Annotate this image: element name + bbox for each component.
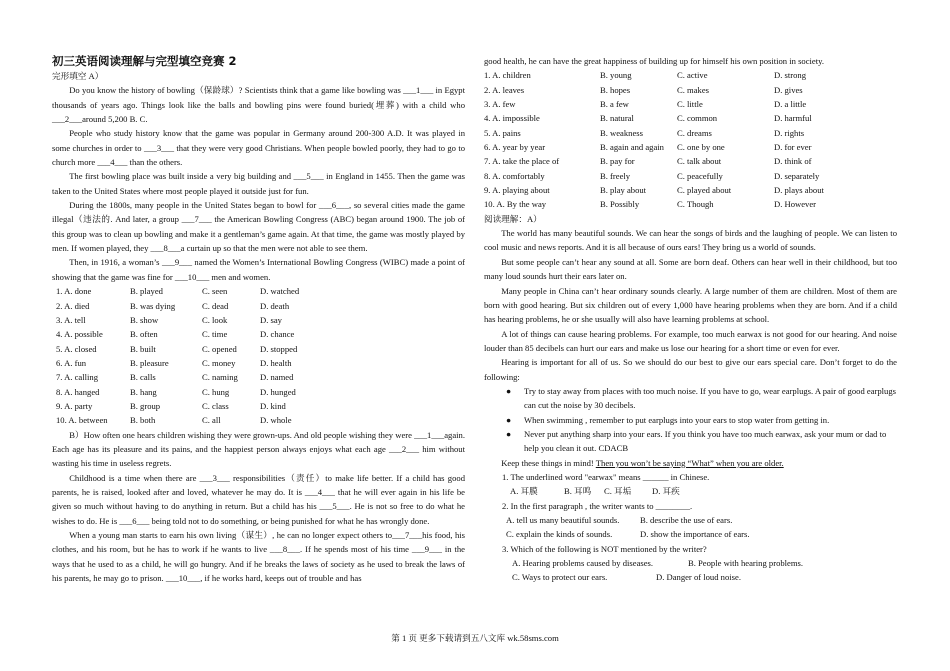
option-choice: D. watched — [260, 286, 300, 297]
option-choice: 1. A. done — [56, 286, 92, 297]
option-choice: 9. A. playing about — [484, 185, 550, 196]
passage-a-paragraph: People who study history know that the game was popular in Germany around 200-300 A.D. It was played in some churches in order to ___3___ that they were very good Christians. When people bowled poorly, they had to go to church more ___4___ than the others. — [52, 128, 465, 168]
option-choice: B. hopes — [600, 84, 631, 95]
bullet-item: ● Never put anything sharp into your ears. If you think you have too much earwax, ask your mum or dad to help you clean it out. CDACB — [506, 428, 887, 454]
option-choice: 4. A. impossible — [484, 113, 540, 124]
option-choice: 6. A. year by year — [484, 142, 546, 153]
option-choice: D. chance — [260, 329, 295, 340]
option-row-b — [484, 169, 897, 183]
option-choice: D. plays about — [774, 185, 824, 196]
options-a-list — [52, 284, 465, 427]
option-choice: C. seen — [202, 286, 228, 297]
option-choice: C. dead — [202, 300, 229, 311]
keep-these-line: Keep these things in mind! Then you won’t be saying “What” when you are older. — [501, 457, 784, 468]
option-choice: C. Though — [677, 199, 714, 210]
option-choice: B. again and again — [600, 142, 664, 153]
option-choice: 4. A. possible — [56, 329, 103, 340]
option-choice: 10. A. between — [56, 415, 108, 426]
question-1-options: A. 耳膜 B. 耳鸣 C. 耳垢 D. 耳疾 — [510, 486, 680, 497]
option-choice: D. separately — [774, 170, 820, 181]
option-choice: B. hang — [130, 386, 157, 397]
option-row-b — [484, 68, 897, 82]
option-row-a — [52, 356, 465, 370]
option-choice: D. kind — [260, 400, 286, 411]
option-choice: B. calls — [130, 372, 156, 383]
option-choice: D. harmful — [774, 113, 812, 124]
option-choice: B. young — [600, 70, 632, 81]
option-choice: B. Possibly — [600, 199, 640, 210]
option-choice: 6. A. fun — [56, 357, 87, 368]
option-row-a — [52, 284, 465, 298]
option-choice: 3. A. tell — [56, 314, 86, 325]
left-column — [52, 54, 465, 585]
option-choice: D. named — [260, 372, 294, 383]
option-row-a — [52, 313, 465, 327]
option-row-a — [52, 385, 465, 399]
option-row-a — [52, 413, 465, 427]
option-choice: B. built — [130, 343, 156, 354]
passage-b-paragraph: Childhood is a time when there are ___3___ responsibilities（责任）to make life better. If a child has good parents, he is raised, looked after and loved, whatever he may do. It is ___4___ that he will ever again in his life be given so much without having to do anything in return. But a child has his ___5___. He is not so free to do what he wishes to do. He is ___6___ being told not to do something, or being punished for what he has wrongly done. — [52, 472, 465, 526]
bullet-icon: ● — [506, 428, 512, 439]
option-choice: D. for ever — [774, 142, 812, 153]
option-choice: B. pleasure — [130, 357, 169, 368]
question-3-options: C. Ways to protect our ears. D. Danger of loud noise. — [512, 572, 741, 583]
option-choice: 5. A. closed — [56, 343, 97, 354]
option-choice: C. active — [677, 70, 708, 81]
section-reading-heading: 阅读理解：A） — [484, 213, 542, 224]
option-choice: D. health — [260, 357, 292, 368]
question-1: 1. The underlined word "earwax" means ______ in Chinese. — [502, 471, 710, 482]
option-choice: D. gives — [774, 84, 803, 95]
reading-paragraph: A lot of things can cause hearing problems. For example, too much earwax is not good for our hearing. And noise louder than 85 decibels can hurt our ears and make us lose our hearing for a short time or even for ever. — [484, 328, 897, 353]
document-title: 初三英语阅读理解与完型填空竞赛 2 — [52, 54, 237, 68]
option-choice: B. play about — [600, 185, 647, 196]
option-choice: 8. A. hanged — [56, 386, 100, 397]
option-choice: 7. A. take the place of — [484, 156, 560, 167]
option-choice: 10. A. By the way — [484, 199, 547, 210]
option-row-a — [52, 399, 465, 413]
passage-a-paragraph: Then, in 1916, a woman’s ___9___ named the Women’s International Bowling Congress (WIBC) made a point of showing that the game was fine for ___10___ men and women. — [52, 257, 465, 282]
option-choice: B. played — [130, 286, 163, 297]
option-choice: B. pay for — [600, 156, 635, 167]
option-row-b — [484, 183, 897, 197]
option-choice: C. time — [202, 329, 228, 340]
passage-a-paragraph: During the 1800s, many people in the United States began to bowl for ___6___, so several cities made the game illegal（违法的. And later, a group ___7___ the American Bowling Congress (ABC) began around 1900. The job of this group was to clean up bowling and make it a gentleman’s game again. At that time, the game was mostly played by men. If women played, they ___8___a curtain up so that the men were not able to see them. — [52, 200, 465, 254]
question-2-options: A. tell us many beautiful sounds. B. describe the use of ears. — [506, 515, 733, 525]
bullet-icon: ● — [506, 414, 512, 425]
question-2: 2. In the first paragraph , the writer wants to ________. — [502, 500, 693, 511]
option-row-b — [484, 111, 897, 125]
bullet-icon: ● — [506, 385, 512, 396]
option-choice: 2. A. died — [56, 300, 90, 311]
option-choice: C. common — [677, 113, 718, 124]
option-choice: D. whole — [260, 415, 292, 426]
option-choice: C. naming — [202, 372, 238, 383]
option-choice: D. a little — [774, 99, 807, 110]
question-2-options: C. explain the kinds of sounds. D. show the importance of ears. — [506, 529, 750, 540]
right-column — [484, 54, 897, 585]
option-choice: 2. A. leaves — [484, 84, 525, 95]
reading-paragraph: Hearing is important for all of us. So we should do our best to give our ears special care. Don’t forget to do the following: — [484, 357, 897, 382]
reading-paragraph: Many people in China can’t hear ordinary sounds clearly. A large number of them are children. Most of them are born with good hearing. But six children out of every 1,000 have hearing problems when they are born. And if a child has hearing problems, he or she usually will also have learning problems at school. — [484, 285, 897, 325]
section-cloze-heading: 完形填空 A） — [52, 71, 104, 81]
option-choice: B. freely — [600, 170, 631, 181]
passage-b-paragraph: B）How often one hears children wishing they were grown-ups. And old people wishing they were ___1___again. Each age has its pleasure and its pains, and the happiest person always enjoys what each age ___2___ him without wasting his time in useless regrets. — [52, 429, 465, 469]
reading-paragraph: The world has many beautiful sounds. We can hear the songs of birds and the laughing of people. We can listen to cool music and news reports. And it is all because of ours ears! They bring us a world of sounds. — [484, 228, 897, 253]
option-choice: D. think of — [774, 156, 812, 167]
option-row-a — [52, 327, 465, 341]
option-row-b — [484, 197, 897, 211]
option-choice: C. hung — [202, 386, 230, 397]
option-choice: C. peacefully — [677, 170, 723, 181]
option-choice: C. makes — [677, 84, 709, 95]
option-choice: C. dreams — [677, 127, 712, 138]
option-row-b — [484, 126, 897, 140]
option-choice: C. opened — [202, 343, 237, 354]
reading-paragraph: But some people can’t hear any sound at all. Some are born deaf. Others can hear well in their childhood, but too many loud sounds hurt their ears later on. — [484, 256, 897, 282]
option-row-a — [52, 342, 465, 356]
option-row-b — [484, 140, 897, 154]
question-3: 3. Which of the following is NOT mentioned by the writer? — [502, 543, 707, 554]
option-choice: B. weakness — [600, 127, 643, 138]
option-choice: D. hunged — [260, 386, 296, 397]
bullet-item: ● When swimming , remember to put earplugs into your ears to stop water from getting in. — [484, 413, 897, 427]
option-choice: B. group — [130, 400, 161, 411]
option-choice: D. death — [260, 300, 290, 311]
option-choice: 7. A. calling — [56, 372, 99, 383]
option-choice: 9. A. party — [56, 400, 93, 411]
option-choice: C. little — [677, 99, 703, 110]
passage-a-paragraph: Do you know the history of bowling（保龄球）? Scientists think that a game like bowling was ___1___ in Egypt thousands of years ago. Things look like the balls and bowling pins were found buried(埋葬) with a child who ___2___around 5,200 B. C. — [52, 85, 465, 125]
option-row-b — [484, 83, 897, 97]
option-row-a — [52, 299, 465, 313]
options-b-list — [484, 68, 897, 211]
option-choice: B. show — [130, 314, 159, 325]
passage-b-continuation: good health, he can have the great happiness of building up for himself his own position in society. — [484, 56, 825, 66]
passage-a-paragraph: The first bowling place was built inside a very big building and ___5___ in England in 1455. Then the game was taken to the United States where most people played it outside just for fun. — [52, 171, 465, 196]
keep-these-underlined: Then you won’t be saying “What” when you are older. — [595, 457, 784, 468]
option-row-b — [484, 97, 897, 111]
option-choice: B. natural — [600, 113, 634, 124]
option-choice: C. look — [202, 314, 228, 325]
option-choice: B. a few — [600, 99, 629, 110]
option-choice: 5. A. pains — [484, 127, 521, 138]
passage-b-paragraph: When a young man starts to earn his own living（谋生）, he can no longer expect others to___7___his food, his clothes, and his room, but he has to work if he wants to live ___8___. If he spends most of his time ___9___ in the ways that he used to as a child, he will go hungry. And if he breaks the laws of society as he used to break the laws of his parents, he may go to prison. ___10___, if he works hard, keeps out of trouble and has — [52, 530, 465, 584]
option-choice: D. say — [260, 314, 282, 325]
option-choice: D. stopped — [260, 343, 298, 354]
option-choice: 3. A. few — [484, 99, 516, 110]
page-footer: 第 1 页 更多下载请到五八文库 wk.58sms.com — [391, 633, 559, 643]
option-choice: B. both — [130, 415, 156, 426]
option-choice: 1. A. children — [484, 70, 531, 81]
option-choice: B. was dying — [130, 300, 176, 311]
option-choice: C. one by one — [677, 142, 725, 153]
option-row-a — [52, 370, 465, 384]
option-choice: D. strong — [774, 70, 806, 81]
option-choice: C. played about — [677, 185, 732, 196]
question-3-options: A. Hearing problems caused by diseases. B. People with hearing problems. — [512, 558, 804, 569]
bullet-item: ● Try to stay away from places with too much noise. If you have to go, wear earplugs. A pair of good earplugs can cut the noise by 30 decibels. — [506, 385, 896, 411]
option-choice: C. class — [202, 400, 229, 411]
option-row-b — [484, 154, 897, 168]
option-choice: 8. A. comfortably — [484, 170, 545, 181]
option-choice: B. often — [130, 329, 158, 340]
option-choice: D. rights — [774, 127, 805, 138]
option-choice: C. all — [202, 415, 221, 426]
option-choice: C. money — [202, 357, 236, 368]
option-choice: C. talk about — [677, 156, 722, 167]
option-choice: D. However — [774, 199, 816, 210]
